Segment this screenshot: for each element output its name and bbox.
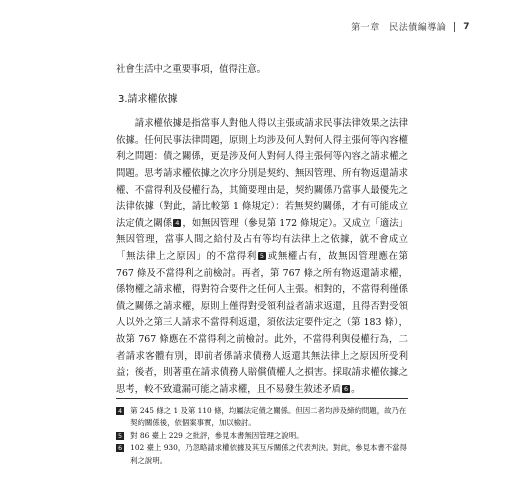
section-heading: 3.請求權依據 — [118, 93, 178, 105]
footnote-6 — [116, 442, 408, 467]
footnote-ref-4[interactable]: 4 — [175, 218, 180, 227]
footnotes — [116, 398, 408, 467]
page-number: 7 — [463, 21, 470, 32]
lead-paragraph: 社會生活中之重要事項，值得注意。 — [116, 64, 267, 75]
footnote-number: 5 — [118, 431, 123, 440]
main-text — [116, 62, 408, 398]
footnote-ref-5[interactable]: 5 — [259, 251, 265, 260]
body-paragraph — [116, 116, 408, 398]
footnote-ref-6[interactable]: 6 — [344, 384, 349, 393]
paragraph-text-1: 請求權依據是指當事人對他人得以主張或請求民事法律效果之法律依據。任何民事法律問題，原則上均涉及何人對何人得主張何等內容權利之問題：債之關係，更是涉及何人對何人得主張何等內容之請求權之問題。思考請求權依據之次序分別是契約、無因管理、所有物返還請求權、不當得利及侵權行為，其簡要理由是，契約關係乃當事人最優先之法律依據（對此，請比較第 1 條規定）：若無契約關係，才有可能成立法定債之關係 — [116, 118, 408, 229]
footnote-4 — [116, 405, 408, 430]
footnote-5 — [116, 430, 408, 442]
paragraph-text-3: 或無權占有，故無因管理應在第 767 條及不當得利之前檢討。再者，第 767 條之所有物返還請求權，係物權之請求權，得對符合要件之任何人主張。相對的，不當得利僅係債之關係之請求權，原則上僅得對受領利益者請求返還，且得否對受領人以外之第三人請求不當得利返還，須依法定要件定之（第 183 條），故第 767 條應在不當得利之前檢討。此外，不當得利與侵權行為，二者請求客體有別，即前者係請求債務人返還其無法律上之原因所受利益；後者，則著重在請求債務人賠償債權人之損害。採取請求權依據之思考，較不致遺漏可能之請求權，且不易發生敘述矛盾 — [116, 250, 408, 395]
footnote-text: 第 245 條之 1 及第 110 條，均屬法定債之關係。但因二者均涉及締約問題，故乃在契約關係後，依個案事實，加以檢討。 — [130, 406, 407, 428]
footnote-number: 4 — [118, 407, 123, 415]
footnote-text: 對 86 臺上 229 之批評，參見本書無因管理之說明。 — [130, 430, 304, 440]
paragraph-text-2: ，如無因管理（參見第 172 條規定）。又成立「適法」無因管理，當事人間之給付及占有等均有法律上之依據，就不會成立「無法律上之原因」的不當得利 — [116, 217, 408, 262]
chapter-title: 第一章 民法債編導論 — [351, 23, 447, 33]
running-header — [351, 20, 470, 33]
footnote-number: 6 — [118, 444, 123, 453]
footnote-text: 102 臺上 930，乃忽略請求權依據及其互斥關係之代表判決。對此，參見本書不當得利之說明。 — [130, 443, 407, 465]
header-separator — [454, 22, 455, 32]
paragraph-end: 。 — [351, 383, 361, 395]
